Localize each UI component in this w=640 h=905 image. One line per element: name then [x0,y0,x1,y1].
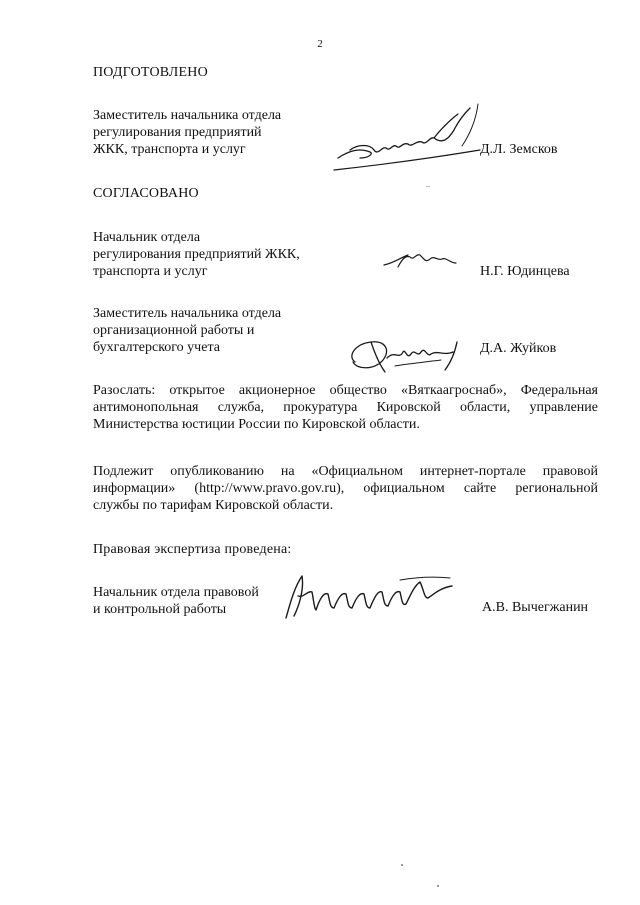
prepared-heading: ПОДГОТОВЛЕНО [93,65,208,80]
position-line: Начальник отдела правовой [93,585,259,600]
position-line: регулирования предприятий ЖКК, [93,247,300,262]
prepared-signer-name: Д.Л. Земсков [480,142,558,157]
position-line: Начальник отдела [93,230,201,245]
agreed-heading: СОГЛАСОВАНО [93,186,199,201]
position-line: Заместитель начальника отдела [93,306,282,321]
legal-review-signer-name: А.В. Вычегжанин [482,600,589,615]
position-line: организационной работы и [93,323,255,338]
scan-speck [401,864,403,866]
legal-review-statement: Правовая экспертиза проведена: [93,542,292,557]
distribution-line: антимонопольная служба, прокуратура Кировской области, управление [93,400,598,415]
signature-zemskov [330,100,490,180]
signature-zhuikov [345,330,470,380]
distribution-line: Разослать: открытое акционерное общество «Вяткаагроснаб», Федеральная [93,383,598,398]
signature-yudintseva [380,245,460,275]
page-number: 2 [317,38,323,50]
publication-paragraph [93,463,598,514]
scan-speck [437,885,439,887]
signature-vychegzhanin [280,568,460,628]
scan-speck [426,186,430,187]
agreed-signer-2-position [93,305,333,356]
distribution-line: Министерства юстиции России по Кировской области. [93,417,420,432]
position-line: ЖКК, транспорта и услуг [93,142,246,157]
position-line: и контрольной работы [93,602,227,617]
position-line: регулирования предприятий [93,125,262,140]
position-line: транспорта и услуг [93,264,208,279]
agreed-signer-1-name: Н.Г. Юдинцева [480,264,570,279]
agreed-signer-2-name: Д.А. Жуйков [480,341,557,356]
agreed-signer-1-position [93,229,333,280]
distribution-paragraph [93,382,598,433]
prepared-signer-position [93,107,333,158]
position-line: Заместитель начальника отдела [93,108,282,123]
position-line: бухгалтерского учета [93,340,220,355]
publication-line: службы по тарифам Кировской области. [93,498,334,513]
publication-line: Подлежит опубликованию на «Официальном интернет-портале правовой [93,464,598,479]
publication-line: информации» (http://www.pravo.gov.ru), официальном сайте региональной [93,481,598,496]
